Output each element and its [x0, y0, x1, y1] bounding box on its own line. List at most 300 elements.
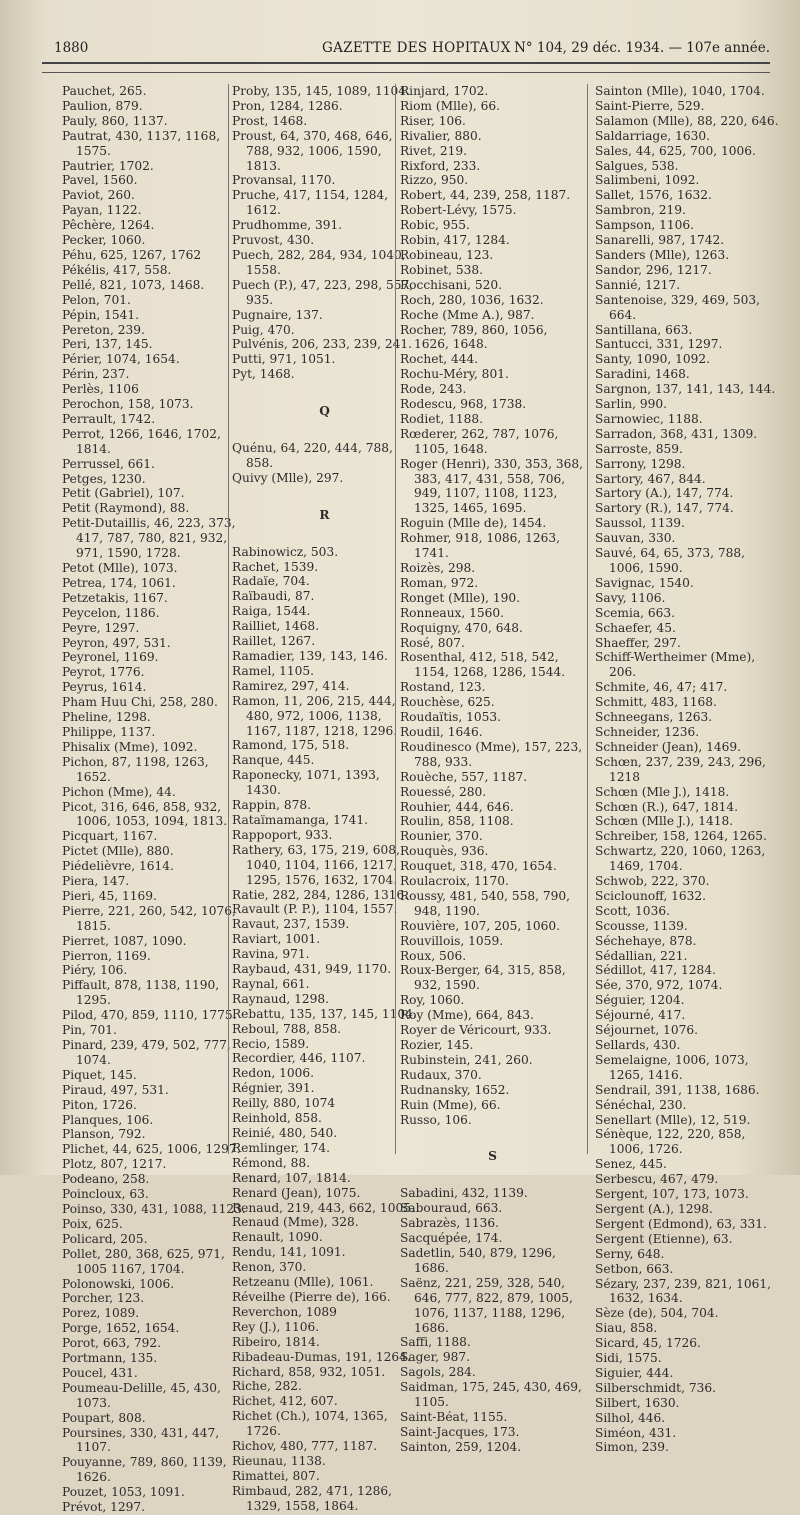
- index-entry: Roizès, 298.: [400, 561, 476, 575]
- index-entry: Santillana, 663.: [595, 322, 693, 337]
- index-entry: Périn, 237.: [62, 367, 130, 382]
- index-entry: Rey (J.), 1106.: [232, 1319, 320, 1334]
- index-entry: Porge, 1652, 1654.: [62, 1321, 180, 1336]
- index-entry: Rœderer, 262, 787, 1076, 1105, 1648.: [400, 426, 559, 456]
- header-rule-thin: [42, 72, 770, 73]
- index-entry: Russo, 106.: [400, 1112, 472, 1127]
- index-entry: Schœn (R.), 647, 1814.: [595, 799, 739, 814]
- index-entry: Roudil, 1646.: [400, 724, 483, 739]
- index-entry: Piédelièvre, 1614.: [62, 859, 174, 874]
- index-entry: Séchehaye, 878.: [595, 933, 697, 948]
- index-entry: Renon, 370.: [232, 1260, 307, 1275]
- index-entry: Petges, 1230.: [62, 471, 146, 486]
- index-entry: Sainton (Mlle), 1040, 1704.: [595, 84, 765, 98]
- index-entry: Pecker, 1060.: [62, 233, 146, 248]
- index-entry: Saldarriage, 1630.: [595, 128, 711, 143]
- index-entry: Sacquépée, 174.: [400, 1231, 503, 1246]
- index-entry: Rappin, 878.: [232, 798, 311, 813]
- index-entry: Puech, 282, 284, 934, 1040, 1558.: [232, 247, 406, 277]
- index-entry: Remlinger, 174.: [232, 1140, 330, 1155]
- index-entry: Rouhier, 444, 646.: [400, 799, 514, 814]
- index-entry: Serny, 648.: [595, 1246, 665, 1261]
- index-entry: Pinard, 239, 479, 502, 777, 1074.: [62, 1038, 231, 1067]
- index-entry: Sergent (Etienne), 63.: [595, 1231, 733, 1246]
- index-entry: Rathery, 63, 175, 219, 608, 1040, 1104, 1166, 1217, 1295, 1576, 1632, 1704.: [232, 842, 400, 887]
- index-entry: Picquart, 1167.: [62, 829, 158, 844]
- index-entry: Putti, 971, 1051.: [232, 352, 336, 367]
- index-entry: Sée, 370, 972, 1074.: [595, 978, 723, 993]
- index-entry: Pichon (Mme), 44.: [62, 784, 176, 799]
- index-entry: Rudaux, 370.: [400, 1067, 482, 1082]
- index-entry: Prost, 1468.: [232, 113, 308, 128]
- index-entry: Reilly, 880, 1074: [232, 1096, 336, 1111]
- index-entry: Rouquès, 936.: [400, 844, 489, 859]
- index-entry: Rizzo, 950.: [400, 173, 469, 188]
- index-entry: Santy, 1090, 1092.: [595, 352, 711, 367]
- index-entry: Roman, 972.: [400, 575, 479, 590]
- index-entry: Petit (Raymond), 88.: [62, 501, 190, 516]
- index-entry: Schœn (Mlle J.), 1418.: [595, 814, 734, 829]
- index-entry: Roulacroix, 1170.: [400, 874, 509, 889]
- index-entry: Pugnaire, 137.: [232, 307, 323, 322]
- index-entry: Rodescu, 968, 1738.: [400, 397, 527, 412]
- index-entry: Santenoise, 329, 469, 503, 664.: [595, 292, 761, 322]
- index-entry: Sénéchal, 230.: [595, 1097, 687, 1112]
- index-entry: Siguier, 444.: [595, 1365, 674, 1380]
- index-entry: Roussy, 481, 540, 558, 790, 948, 1190.: [400, 888, 571, 918]
- index-entry: Saint-Jacques, 173.: [400, 1424, 520, 1439]
- index-entry: Rouvillois, 1059.: [400, 933, 504, 948]
- index-entry: Ronget (Mlle), 190.: [400, 590, 521, 605]
- index-entry: Richard, 858, 932, 1051.: [232, 1364, 386, 1379]
- index-entry: Sannié, 1217.: [595, 277, 681, 292]
- index-entry: Sadetlin, 540, 879, 1296, 1686.: [400, 1245, 556, 1275]
- index-entry: Renault, 1090.: [232, 1230, 323, 1245]
- index-entry: Saussol, 1139.: [595, 516, 685, 531]
- index-entry: Peyronel, 1169.: [62, 650, 159, 665]
- issue-info: N° 104, 29 déc. 1934. — 107e année.: [514, 40, 770, 56]
- index-entry: Ravaut, 237, 1539.: [232, 917, 350, 932]
- index-entry: Roudinesco (Mme), 157, 223, 788, 933.: [400, 739, 583, 769]
- index-entry: Roy (Mme), 664, 843.: [400, 1008, 534, 1023]
- index-entry: Roguin (Mlle de), 1454.: [400, 516, 547, 531]
- index-entry: Plotz, 807, 1217.: [62, 1157, 167, 1172]
- index-entry: Sauvé, 64, 65, 373, 788, 1006, 1590.: [595, 546, 745, 575]
- index-entry: Réveilhe (Pierre de), 166.: [232, 1289, 391, 1304]
- index-entry: Roy, 1060.: [400, 993, 465, 1008]
- journal-title: GAZETTE DES HOPITAUX: [322, 40, 511, 56]
- index-entry: Pollet, 280, 368, 625, 971, 1005 1167, 1704.: [62, 1246, 225, 1276]
- index-entry: Pieri, 45, 1169.: [62, 888, 157, 903]
- section-letter: S: [488, 1149, 497, 1164]
- index-entry: Petrea, 174, 1061.: [62, 575, 176, 590]
- index-entry: Piéry, 106.: [62, 963, 128, 978]
- index-entry: Sabadini, 432, 1139.: [400, 1186, 528, 1201]
- index-entry: Schneider, 1236.: [595, 724, 700, 739]
- index-entry: Rocher, 789, 860, 1056, 1626, 1648.: [400, 322, 548, 352]
- index-entry: Puig, 470.: [232, 322, 295, 337]
- index-entry: Sarlin, 990.: [595, 397, 667, 412]
- index-entry: Pierron, 1169.: [62, 948, 151, 963]
- index-entry: Sergent (Edmond), 63, 331.: [595, 1216, 767, 1231]
- index-entry: Rode, 243.: [400, 382, 467, 397]
- index-entry: Piraud, 497, 531.: [62, 1082, 169, 1097]
- index-entry: Pauchet, 265.: [62, 84, 147, 98]
- index-entry: Saradini, 1468.: [595, 367, 690, 382]
- index-entry: Roudaïtis, 1053.: [400, 710, 502, 725]
- index-entry: Riom (Mlle), 66.: [400, 98, 500, 113]
- index-entry: Pautrier, 1702.: [62, 158, 154, 173]
- index-entry: Schiff-Wertheimer (Mme), 206.: [595, 650, 756, 680]
- index-entry: Ramond, 175, 518.: [232, 738, 350, 753]
- index-entry: Sédallian, 221.: [595, 948, 688, 963]
- index-entry: Roch, 280, 1036, 1632.: [400, 292, 544, 307]
- index-entry: Péhu, 625, 1267, 1762: [62, 247, 202, 262]
- index-entry: Porcher, 123.: [62, 1291, 145, 1306]
- index-entry: Périer, 1074, 1654.: [62, 352, 180, 367]
- index-entry: Rachet, 1539.: [232, 559, 319, 574]
- index-entry: Pierre, 221, 260, 542, 1076, 1815.: [62, 903, 236, 933]
- index-entry: Saffi, 1188.: [400, 1335, 471, 1350]
- index-entry: Ravault (P. P.), 1104, 1557.: [232, 902, 398, 917]
- index-entry: Roux-Berger, 64, 315, 858, 932, 1590.: [400, 963, 566, 993]
- index-entry: Recordier, 446, 1107.: [232, 1051, 366, 1066]
- index-entry: Sainton, 259, 1204.: [400, 1439, 522, 1454]
- index-entry: Schœn, 237, 239, 243, 296, 1218: [595, 754, 766, 784]
- index-entry: Pilod, 470, 859, 1110, 1775.: [62, 1008, 237, 1023]
- index-entry: Rouchèse, 625.: [400, 695, 495, 710]
- column-divider: [587, 84, 588, 1154]
- index-entry: Sandor, 296, 1217.: [595, 262, 712, 277]
- index-entry: Petot (Mlle), 1073.: [62, 561, 178, 575]
- index-entry: Rimbaud, 282, 471, 1286, 1329, 1558, 1864.: [232, 1483, 393, 1513]
- index-entry: Renard (Jean), 1075.: [232, 1185, 361, 1200]
- index-entry: Sabrazès, 1136.: [400, 1216, 500, 1231]
- index-entry: Phisalix (Mme), 1092.: [62, 739, 198, 754]
- index-entry: Paviot, 260.: [62, 188, 135, 203]
- index-entry: Sambron, 219.: [595, 203, 686, 218]
- index-entry: Planques, 106.: [62, 1112, 154, 1127]
- index-entry: Rouèche, 557, 1187.: [400, 769, 528, 784]
- header-rule: [42, 62, 770, 64]
- index-entry: Siau, 858.: [595, 1321, 658, 1336]
- index-entry: Rosé, 807.: [400, 635, 465, 650]
- index-entry: Rendu, 141, 1091.: [232, 1245, 346, 1260]
- index-entry: Plichet, 44, 625, 1006, 1297.: [62, 1142, 241, 1157]
- index-entry: Sargnon, 137, 141, 143, 144.: [595, 382, 776, 397]
- index-entry: Ratie, 282, 284, 1286, 1316.: [232, 887, 409, 902]
- index-entry: Sézary, 237, 239, 821, 1061, 1632, 1634.: [595, 1276, 772, 1306]
- index-entry: Rudnansky, 1652.: [400, 1082, 510, 1097]
- index-entry: Reboul, 788, 858.: [232, 1021, 342, 1036]
- index-entry: Raybaud, 431, 949, 1170.: [232, 962, 391, 977]
- index-entry: Rocchisani, 520.: [400, 277, 503, 292]
- index-column-3: [400, 84, 585, 1455]
- index-entry: Petzetakis, 1167.: [62, 590, 168, 605]
- index-entry: Puech (P.), 47, 223, 298, 557, 935.: [232, 277, 414, 307]
- index-entry: Railliet, 1468.: [232, 619, 320, 634]
- index-entry: Rozier, 145.: [400, 1038, 474, 1052]
- index-entry: Raillet, 1267.: [232, 634, 316, 649]
- index-entry: Podeano, 258.: [62, 1172, 150, 1187]
- index-entry: Pouzet, 1053, 1091.: [62, 1485, 185, 1500]
- index-entry: Rounier, 370.: [400, 829, 483, 844]
- index-entry: Pheline, 1298.: [62, 710, 151, 725]
- index-entry: Sauvan, 330.: [595, 531, 676, 546]
- index-entry: Sciclounoff, 1632.: [595, 888, 707, 903]
- index-entry: Poursines, 330, 431, 447, 1107.: [62, 1425, 220, 1455]
- index-entry: Sallet, 1576, 1632.: [595, 188, 712, 203]
- index-entry: Ramirez, 297, 414.: [232, 678, 350, 693]
- index-entry: Sarradon, 368, 431, 1309.: [595, 426, 758, 441]
- index-entry: Salgues, 538.: [595, 158, 679, 173]
- index-entry: Pereton, 239.: [62, 322, 145, 337]
- index-entry: Picot, 316, 646, 858, 932, 1006, 1053, 1094, 1813.: [62, 799, 228, 829]
- index-entry: Rieunau, 1138.: [232, 1453, 326, 1468]
- index-entry: Raviart, 1001.: [232, 932, 321, 947]
- index-entry: Polonowski, 1006.: [62, 1276, 175, 1291]
- index-entry: Peyrus, 1614.: [62, 680, 147, 695]
- index-entry: Poucel, 431.: [62, 1365, 138, 1380]
- index-entry: Pavel, 1560.: [62, 173, 138, 188]
- index-entry: Piffault, 878, 1138, 1190, 1295.: [62, 978, 220, 1008]
- index-entry: Pruvost, 430.: [232, 233, 315, 248]
- index-entry: Perlès, 1106: [62, 382, 139, 397]
- index-entry: Planson, 792.: [62, 1127, 146, 1142]
- index-entry: Riser, 106.: [400, 113, 466, 128]
- index-entry: Silbert, 1630.: [595, 1395, 680, 1410]
- index-entry: Rouvière, 107, 205, 1060.: [400, 918, 561, 933]
- index-entry: Savy, 1106.: [595, 590, 666, 605]
- index-entry: Pyt, 1468.: [232, 367, 295, 382]
- index-entry: Sellards, 430.: [595, 1038, 681, 1052]
- index-entry: Riche, 282.: [232, 1379, 302, 1394]
- index-entry: Rappoport, 933.: [232, 827, 333, 842]
- index-entry: Pékélis, 417, 558.: [62, 262, 172, 277]
- index-entry: Porot, 663, 792.: [62, 1336, 161, 1351]
- index-entry: Scott, 1036.: [595, 903, 670, 918]
- index-entry: Schœn (Mle J.), 1418.: [595, 784, 730, 799]
- index-entry: Rixford, 233.: [400, 158, 481, 173]
- index-entry: Sèze (de), 504, 704.: [595, 1306, 719, 1321]
- index-entry: Roquigny, 470, 648.: [400, 620, 523, 635]
- index-entry: Siméon, 431.: [595, 1425, 677, 1440]
- index-entry: Policard, 205.: [62, 1231, 148, 1246]
- index-entry: Pépin, 1541.: [62, 307, 140, 322]
- index-entry: Silberschmidt, 736.: [595, 1380, 716, 1395]
- index-entry: Quénu, 64, 220, 444, 788, 858.: [232, 441, 393, 470]
- index-entry: Petit-Dutaillis, 46, 223, 373, 417, 787, 780, 821, 932, 971, 1590, 1728.: [62, 516, 236, 561]
- index-entry: Régnier, 391.: [232, 1081, 315, 1096]
- index-entry: Sager, 987.: [400, 1350, 470, 1365]
- index-entry: Schmite, 46, 47; 417.: [595, 680, 728, 695]
- index-entry: Robineau, 123.: [400, 247, 494, 262]
- index-entry: Robic, 955.: [400, 218, 470, 233]
- index-entry: Prévot, 1297.: [62, 1500, 145, 1515]
- index-entry: Rostand, 123.: [400, 680, 486, 695]
- index-entry: Pellé, 821, 1073, 1468.: [62, 277, 205, 292]
- section-letter: R: [319, 507, 330, 522]
- index-entry: Sanarelli, 987, 1742.: [595, 233, 725, 248]
- index-entry: Roger (Henri), 330, 353, 368, 383, 417, 431, 558, 706, 949, 1107, 1108, 1123, 1325, 1465, 1695.: [400, 456, 584, 516]
- index-column-4: [595, 84, 780, 1455]
- index-entry: Ruin (Mme), 66.: [400, 1097, 501, 1112]
- index-entry: Rouquet, 318, 470, 1654.: [400, 859, 557, 874]
- index-entry: Perrault, 1742.: [62, 411, 156, 426]
- index-entry: Rémond, 88.: [232, 1155, 311, 1170]
- index-entry: Rubinstein, 241, 260.: [400, 1052, 533, 1067]
- index-entry: Ramadier, 139, 143, 146.: [232, 649, 388, 663]
- index-entry: Sabouraud, 663.: [400, 1201, 503, 1216]
- index-entry: Schneider (Jean), 1469.: [595, 739, 742, 754]
- index-entry: Poix, 625.: [62, 1216, 123, 1231]
- index-entry: Pham Huu Chi, 258, 280.: [62, 695, 218, 710]
- index-entry: Ramel, 1105.: [232, 663, 315, 678]
- index-entry: Payan, 1122.: [62, 203, 142, 218]
- index-entry: Perrussel, 661.: [62, 456, 155, 471]
- index-entry: Rodiet, 1188.: [400, 411, 483, 426]
- index-entry: Rebattu, 135, 137, 145, 1104.: [232, 1006, 417, 1021]
- index-entry: Raïbaudi, 87.: [232, 589, 315, 604]
- index-entry: Sergent (A.), 1298.: [595, 1201, 713, 1216]
- index-entry: Sicard, 45, 1726.: [595, 1336, 701, 1351]
- index-entry: Proby, 135, 145, 1089, 1104.: [232, 84, 410, 98]
- index-entry: Pêchère, 1264.: [62, 218, 155, 233]
- index-entry: Sédillot, 417, 1284.: [595, 963, 716, 978]
- index-entry: Raynaud, 1298.: [232, 991, 330, 1006]
- index-entry: Roux, 506.: [400, 948, 467, 963]
- index-entry: Semelaigne, 1006, 1073, 1265, 1416.: [595, 1052, 749, 1082]
- index-entry: Séjournet, 1076.: [595, 1023, 698, 1038]
- index-entry: Scousse, 1139.: [595, 918, 688, 933]
- index-entry: Sagols, 284.: [400, 1365, 476, 1380]
- index-entry: Portmann, 135.: [62, 1351, 158, 1366]
- section-letter: Q: [319, 404, 330, 419]
- index-entry: Raynal, 661.: [232, 976, 310, 991]
- index-entry: Rouessé, 280.: [400, 784, 487, 799]
- index-entry: Richov, 480, 777, 1187.: [232, 1439, 378, 1454]
- index-entry: Salimbeni, 1092.: [595, 173, 700, 188]
- index-entry: Ranque, 445.: [232, 753, 315, 768]
- index-entry: Pruche, 417, 1154, 1284, 1612.: [232, 188, 389, 218]
- index-entry: Piera, 147.: [62, 874, 130, 889]
- index-entry: Scemia, 663.: [595, 605, 675, 620]
- index-entry: Rataïmamanga, 1741.: [232, 812, 368, 827]
- index-entry: Pictet (Mlle), 880.: [62, 844, 174, 859]
- index-column-1: [62, 84, 247, 1515]
- index-entry: Schneegans, 1263.: [595, 710, 713, 725]
- page-header: [54, 38, 770, 58]
- index-entry: Sarrony, 1298.: [595, 456, 686, 471]
- index-entry: Schwob, 222, 370.: [595, 874, 710, 889]
- index-entry: Sidi, 1575.: [595, 1351, 662, 1366]
- index-entry: Savignac, 1540.: [595, 575, 694, 590]
- index-entry: Rimattei, 807.: [232, 1468, 320, 1483]
- index-entry: Schwartz, 220, 1060, 1263, 1469, 1704.: [595, 844, 766, 874]
- index-entry: Sénèque, 122, 220, 858, 1006, 1726.: [595, 1127, 746, 1157]
- index-entry: Ribeiro, 1814.: [232, 1334, 320, 1349]
- index-entry: Porez, 1089.: [62, 1306, 140, 1321]
- index-entry: Sartory (A.), 147, 774.: [595, 486, 734, 501]
- index-entry: Pron, 1284, 1286.: [232, 98, 343, 113]
- index-entry: Saidman, 175, 245, 430, 469, 1105.: [400, 1380, 582, 1410]
- index-entry: Rivalier, 880.: [400, 128, 482, 143]
- index-entry: Serbescu, 467, 479.: [595, 1172, 719, 1187]
- index-entry: Robert, 44, 239, 258, 1187.: [400, 188, 571, 203]
- index-entry: Sarnowiec, 1188.: [595, 411, 703, 426]
- index-entry: Saënz, 221, 259, 328, 540, 646, 777, 822, 879, 1005, 1076, 1137, 1188, 1296, 1686.: [400, 1275, 573, 1335]
- index-entry: Renaud (Mme), 328.: [232, 1215, 359, 1230]
- index-entry: Redon, 1006.: [232, 1066, 315, 1081]
- index-entry: Pouyanne, 789, 860, 1139, 1626.: [62, 1455, 227, 1485]
- index-entry: Pierret, 1087, 1090.: [62, 933, 187, 948]
- index-entry: Royer de Véricourt, 933.: [400, 1023, 552, 1038]
- index-entry: Prudhomme, 391.: [232, 218, 343, 233]
- index-entry: Ronneaux, 1560.: [400, 605, 505, 620]
- page-number: 1880: [54, 40, 89, 56]
- index-entry: Peyrot, 1776.: [62, 665, 145, 680]
- index-entry: Silhol, 446.: [595, 1410, 666, 1425]
- index-entry: Schaefer, 45.: [595, 620, 676, 635]
- index-entry: Pelon, 701.: [62, 292, 131, 307]
- index-entry: Raiga, 1544.: [232, 604, 311, 619]
- index-entry: Schmitt, 483, 1168.: [595, 695, 717, 710]
- index-entry: Sarroste, 859.: [595, 441, 683, 456]
- index-entry: Radaïe, 704.: [232, 574, 310, 589]
- index-entry: Recio, 1589.: [232, 1036, 310, 1051]
- index-entry: Piton, 1726.: [62, 1097, 137, 1112]
- index-entry: Paulion, 879.: [62, 98, 143, 113]
- index-entry: Raponecky, 1071, 1393, 1430.: [232, 768, 380, 798]
- column-divider: [228, 84, 229, 1154]
- index-entry: Sampson, 1106.: [595, 218, 695, 233]
- index-entry: Richet, 412, 607.: [232, 1394, 338, 1409]
- index-entry: Robin, 417, 1284.: [400, 233, 510, 248]
- index-entry: Philippe, 1137.: [62, 724, 156, 739]
- index-entry: Peyron, 497, 531.: [62, 635, 171, 650]
- index-entry: Renaud, 219, 443, 662, 1005.: [232, 1200, 415, 1215]
- index-entry: Reverchon, 1089: [232, 1304, 337, 1319]
- index-entry: Salamon (Mlle), 88, 220, 646.: [595, 113, 779, 128]
- index-entry: Poinso, 330, 431, 1088, 1123.: [62, 1201, 246, 1216]
- index-entry: Roche (Mme A.), 987.: [400, 307, 535, 322]
- index-entry: Rabinowicz, 503.: [232, 544, 339, 559]
- index-entry: Santucci, 331, 1297.: [595, 337, 723, 352]
- index-entry: Setbon, 663.: [595, 1261, 674, 1276]
- index-entry: Pichon, 87, 1198, 1263, 1652.: [62, 754, 209, 784]
- index-entry: Rosenthal, 412, 518, 542, 1154, 1268, 1286, 1544.: [400, 650, 566, 680]
- index-entry: Robinet, 538.: [400, 262, 484, 277]
- index-entry: Rivet, 219.: [400, 143, 467, 158]
- index-entry: Peyre, 1297.: [62, 620, 140, 635]
- index-entry: Ribadeau-Dumas, 191, 1264.: [232, 1349, 411, 1364]
- index-entry: Poincloux, 63.: [62, 1187, 149, 1202]
- index-entry: Simon, 239.: [595, 1440, 669, 1455]
- index-entry: Perrot, 1266, 1646, 1702, 1814.: [62, 426, 221, 456]
- index-entry: Piquet, 145.: [62, 1067, 137, 1082]
- index-entry: Séguier, 1204.: [595, 993, 685, 1008]
- index-entry: Perochon, 158, 1073.: [62, 397, 194, 412]
- index-entry: Reinhold, 858.: [232, 1111, 322, 1126]
- index-entry: Sendrail, 391, 1138, 1686.: [595, 1082, 760, 1097]
- index-entry: Reinié, 480, 540.: [232, 1126, 338, 1140]
- index-column-2: [232, 84, 417, 1514]
- index-entry: Shaeffer, 297.: [595, 635, 681, 650]
- index-entry: Poupart, 808.: [62, 1410, 146, 1425]
- index-entry: Rinjard, 1702.: [400, 84, 489, 98]
- index-entry: Rohmer, 918, 1086, 1263, 1741.: [400, 531, 561, 561]
- index-entry: Sergent, 107, 173, 1073.: [595, 1187, 749, 1202]
